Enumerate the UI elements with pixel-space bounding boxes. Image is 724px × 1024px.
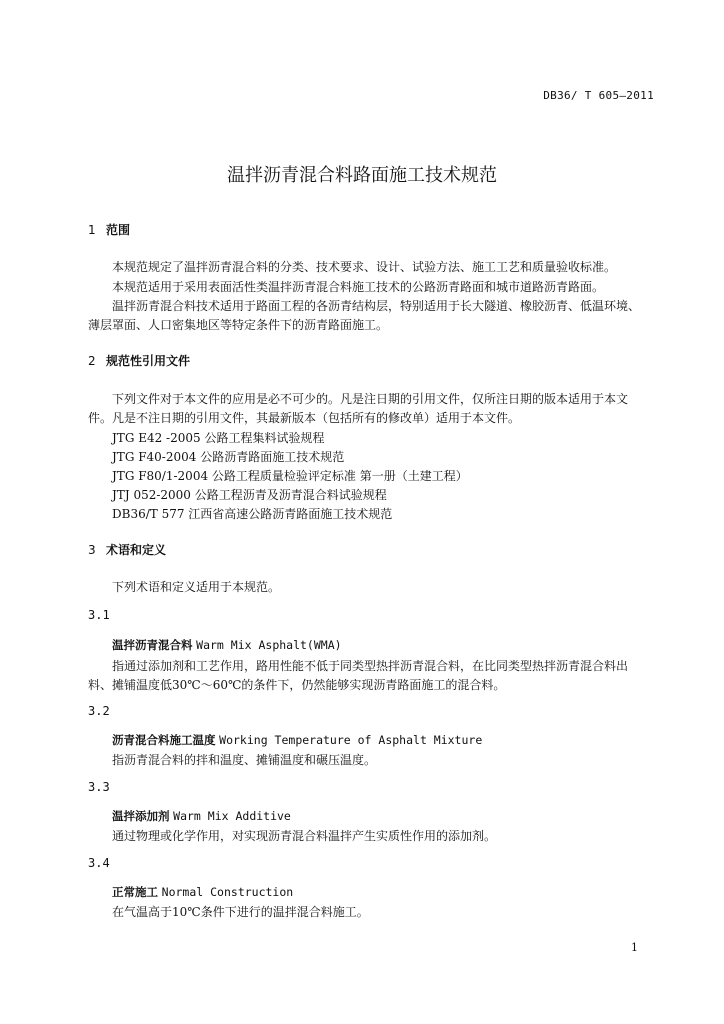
scope-paragraph-1: 本规范规定了温拌沥青混合料的分类、技术要求、设计、试验方法、施工工艺和质量验收标准。 <box>112 260 617 274</box>
references-intro-line-2: 件。凡是不注日期的引用文件，其最新版本（包括所有的修改单）适用于本文件。 <box>88 411 521 425</box>
reference-item: JTG F80/1-2004 公路工程质量检验评定标准 第一册（土建工程） <box>112 469 468 483</box>
clause-number: 3.4 <box>88 856 110 870</box>
clause-number: 3.3 <box>88 780 110 794</box>
term-chinese: 沥青混合料施工温度 <box>112 733 216 747</box>
term-english: Warm Mix Additive <box>173 809 291 823</box>
section-2-heading <box>88 352 190 369</box>
standard-code: DB36/ T 605—2011 <box>543 89 654 102</box>
section-title: 规范性引用文件 <box>106 354 191 368</box>
term-heading <box>112 637 342 653</box>
page-number: 1 <box>631 941 638 954</box>
term-definition-line-2: 料、摊铺温度低30℃～60℃的条件下，仍然能够实现沥青路面施工的混合料。 <box>88 678 506 692</box>
term-english: Normal Construction <box>161 885 294 899</box>
section-number: 2 <box>88 354 96 368</box>
scope-paragraph-3-line-1: 温拌沥青混合料技术适用于路面工程的各沥青结构层，特别适用于长大隧道、橡胶沥青、低温环境、 <box>112 299 641 313</box>
terms-intro: 下列术语和定义适用于本规范。 <box>112 580 281 594</box>
term-definition: 指沥青混合料的拌和温度、摊铺温度和碾压温度。 <box>112 753 377 767</box>
reference-item: JTJ 052-2000 公路工程沥青及沥青混合料试验规程 <box>112 488 387 502</box>
references-intro-line-1: 下列文件对于本文件的应用是必不可少的。凡是注日期的引用文件，仅所注日期的版本适用于本文 <box>112 392 629 406</box>
term-chinese: 温拌沥青混合料 <box>112 638 193 652</box>
clause-number: 3.1 <box>88 608 110 622</box>
section-title: 术语和定义 <box>106 543 167 557</box>
scope-paragraph-3-line-2: 薄层罩面、人口密集地区等特定条件下的沥青路面施工。 <box>88 318 389 332</box>
term-heading <box>112 808 291 824</box>
reference-item: DB36/T 577 江西省高速公路沥青路面施工技术规范 <box>112 507 393 521</box>
clause-number: 3.2 <box>88 704 110 718</box>
section-number: 1 <box>88 223 96 237</box>
section-1-heading <box>88 221 130 238</box>
term-heading <box>112 884 293 900</box>
section-3-heading <box>88 541 166 558</box>
term-definition: 在气温高于10℃条件下进行的温拌混合料施工。 <box>112 905 369 919</box>
section-number: 3 <box>88 543 96 557</box>
reference-item: JTG E42 -2005 公路工程集料试验规程 <box>112 431 325 445</box>
term-chinese: 正常施工 <box>112 885 158 899</box>
term-definition-line-1: 指通过添加剂和工艺作用，路用性能不低于同类型热拌沥青混合料，在比同类型热拌沥青混合料出 <box>112 659 629 673</box>
term-heading <box>112 732 482 748</box>
term-chinese: 温拌添加剂 <box>112 809 170 823</box>
reference-item: JTG F40-2004 公路沥青路面施工技术规范 <box>112 450 345 464</box>
section-title: 范围 <box>106 223 131 237</box>
document-title: 温拌沥青混合料路面施工技术规范 <box>227 165 497 186</box>
term-english: Warm Mix Asphalt(WMA) <box>196 638 342 652</box>
term-definition: 通过物理或化学作用，对实现沥青混合料温拌产生实质性作用的添加剂。 <box>112 829 497 843</box>
scope-paragraph-2: 本规范适用于采用表面活性类温拌沥青混合料施工技术的公路沥青路面和城市道路沥青路面。 <box>112 280 605 294</box>
term-english: Working Temperature of Asphalt Mixture <box>219 733 483 747</box>
